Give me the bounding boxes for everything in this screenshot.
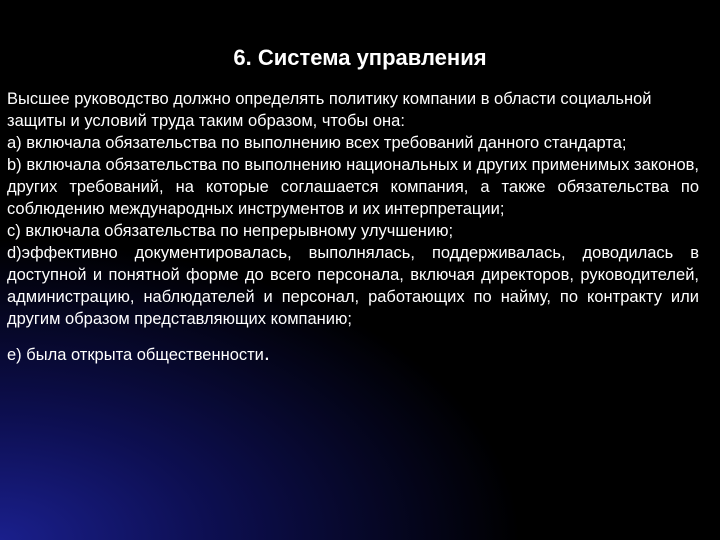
list-item-b: b) включала обязательства по выполнению национальных и других применимых законов, других требований, на которые соглашается компания, а также обязательства по соблюдению международных инструментов и их интерпретации; [7,156,699,218]
intro-paragraph: Высшее руководство должно определять политику компании в области социальной защиты и условий труда таким образом, чтобы она: [7,90,652,130]
list-item-e-text: e) была открыта общественности [7,346,264,364]
slide-body [7,88,699,366]
list-item-e [7,342,699,366]
list-item-c: c) включала обязательства по непрерывному улучшению; [7,222,454,240]
list-item-d: d)эффективно документировалась, выполнялась, поддерживалась, доводилась в доступной и понятной форме до всего персонала, включая директоров, руководителей, администрацию, наблюдателей и персонал, работающих по найму, по контракту или другим образом представляющих компанию; [7,244,699,328]
slide-title: 6. Система управления [233,45,487,70]
list-item-a: a) включала обязательства по выполнению всех требований данного стандарта; [7,134,627,152]
list-item-e-period: . [263,340,271,365]
